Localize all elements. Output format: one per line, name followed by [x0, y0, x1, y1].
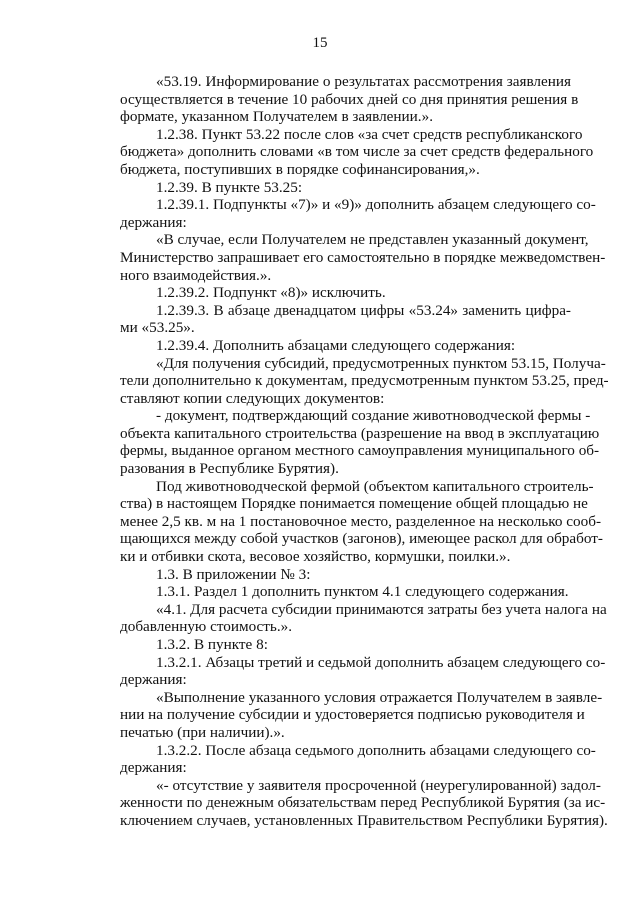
- text-line: добавленную стоимость.».: [120, 618, 293, 636]
- text-line: ки и отбивки скота, весовое хозяйство, кормушки, поилки.».: [120, 548, 511, 566]
- text-line: ства) в настоящем Порядке понимается помещение общей площадью не: [120, 495, 588, 513]
- text-line: 1.3.2. В пункте 8:: [156, 636, 268, 653]
- text-line: женности по денежным обязательствам перед Республикой Бурятия (за ис-: [120, 794, 606, 812]
- text-line: нии на получение субсидии и удостоверяется подписью руководителя и: [120, 706, 585, 724]
- text-line: ключением случаев, установленных Правительством Республики Бурятия).: [120, 811, 608, 829]
- text-line: осуществляется в течение 10 рабочих дней со дня принятия решения в: [120, 90, 579, 108]
- text-line: ставляют копии следующих документов:: [120, 389, 385, 407]
- paragraph-1-3-2-1: [84, 653, 606, 689]
- text-line: печатью (при наличии).».: [120, 723, 285, 741]
- text-line: 1.2.39.2. Подпункт «8)» исключить.: [156, 284, 386, 302]
- paragraph-53-19: [84, 73, 579, 126]
- paragraph-1-2-39-2: [84, 284, 571, 302]
- text-line: 1.2.39.1. Подпункты «7)» и «9)» дополнить абзацем следующего со-: [156, 196, 596, 214]
- text-line: «Выполнение указанного условия отражается Получателем в заявле-: [156, 688, 603, 706]
- text-line: разования в Республике Бурятия).: [120, 460, 339, 478]
- paragraph-1-2-39-1: [84, 196, 596, 231]
- text-line: 1.3. В приложении № 3:: [156, 565, 311, 583]
- text-line: держания:: [120, 759, 187, 777]
- text-line: «53.19. Информирование о результатах рассмотрения заявления: [156, 73, 571, 90]
- text-line: 1.3.2.2. После абзаца седьмого дополнить абзацами следующего со-: [156, 741, 596, 759]
- paragraph-quote-document: [84, 231, 606, 284]
- text-line: - документ, подтверждающий создание животноводческой фермы -: [156, 407, 591, 425]
- text-line: бюджета, поступивших в порядке софинансирования,».: [120, 160, 480, 178]
- paragraph-farm-definition: [84, 477, 603, 566]
- text-line: 1.3.2.1. Абзацы третий и седьмой дополнить абзацем следующего со-: [156, 653, 606, 671]
- paragraph-no-debt: [84, 776, 608, 830]
- text-line: держания:: [120, 671, 187, 689]
- text-line: Министерство запрашивает его самостоятельно в порядке межведомствен-: [120, 248, 606, 266]
- text-line: ного взаимодействия.».: [120, 266, 272, 284]
- text-line: 1.2.38. Пункт 53.22 после слов «за счет средств республиканского: [156, 125, 583, 143]
- text-line: ми «53.25».: [120, 319, 195, 337]
- text-line: «Для получения субсидий, предусмотренных пунктом 53.15, Получа-: [156, 354, 606, 372]
- paragraph-subsidies: [84, 354, 609, 408]
- text-line: «В случае, если Получателем не представлен указанный документ,: [156, 231, 589, 249]
- text-line: Под животноводческой фермой (объектом капитального строитель-: [156, 477, 594, 495]
- text-line: бюджета» дополнить словами «в том числе за счет средств федерального: [120, 143, 594, 161]
- paragraph-farm-document: [84, 407, 600, 478]
- text-line: 1.3.1. Раздел 1 дополнить пунктом 4.1 следующего содержания.: [156, 583, 569, 601]
- text-line: 1.2.39. В пункте 53.25:: [156, 178, 303, 196]
- paragraph-1-2-38: [84, 125, 594, 179]
- text-line: держания:: [120, 213, 187, 231]
- paragraph-1-3: [84, 566, 571, 584]
- paragraph-1-3-2: [84, 636, 571, 654]
- paragraph-1-2-39-3: [84, 302, 571, 337]
- paragraph-1-2-39-4: [84, 337, 571, 355]
- document-body: [84, 73, 609, 830]
- text-line: «4.1. Для расчета субсидии принимаются затраты без учета налога на: [156, 600, 607, 618]
- page-number: 15: [312, 35, 328, 51]
- paragraph-1-3-1: [84, 583, 571, 601]
- paragraph-1-3-2-2: [84, 741, 596, 777]
- text-line: «- отсутствие у заявителя просроченной (неурегулированной) задол-: [156, 776, 601, 794]
- text-line: 1.2.39.4. Дополнить абзацами следующего содержания:: [156, 336, 516, 354]
- text-line: фермы, выданное органом местного самоуправления муниципального об-: [120, 442, 600, 460]
- paragraph-condition-signature: [84, 688, 603, 742]
- paragraph-4-1: [84, 600, 607, 636]
- text-line: формате, указанном Получателем в заявлении.».: [120, 108, 433, 126]
- text-line: тели дополнительно к документам, предусмотренным пунктом 53.25, пред-: [120, 372, 609, 390]
- paragraph-1-2-39: [84, 179, 571, 197]
- text-line: щающихся между собой участков (загонов), имеющее раскол для обработ-: [120, 530, 603, 548]
- text-line: 1.2.39.3. В абзаце двенадцатом цифры «53.24» заменить цифра-: [156, 301, 571, 319]
- text-line: объекта капитального строительства (разрешение на ввод в эксплуатацию: [120, 424, 600, 442]
- text-line: менее 2,5 кв. м на 1 постановочное место, разделенное на несколько сооб-: [120, 512, 602, 530]
